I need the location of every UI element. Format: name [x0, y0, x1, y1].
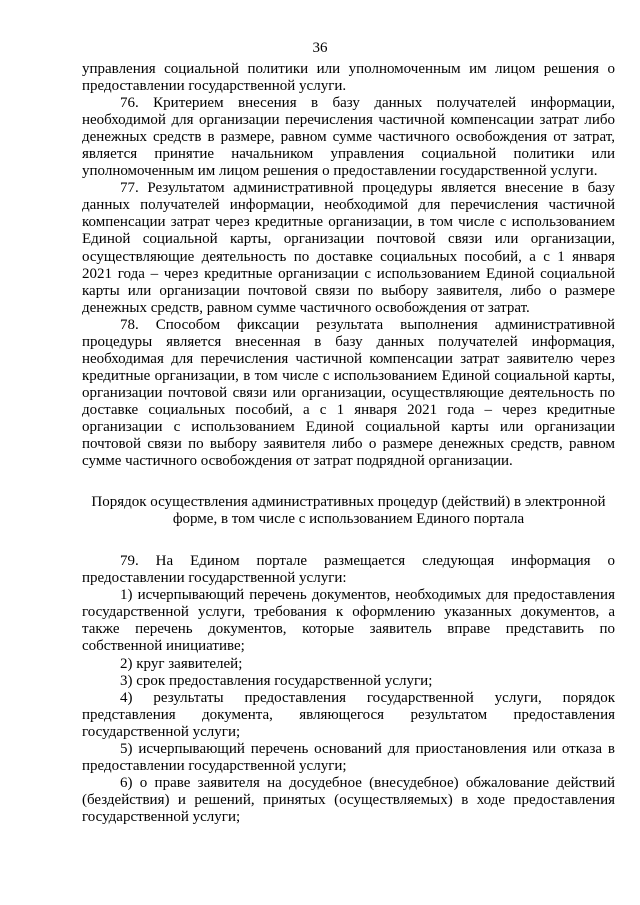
paragraph-76: 76. Критерием внесения в базу данных получателей информации, необходимой для организации перечисления частичной компенсации затрат либо денежных средств в размере, равном сумме частичного освобождения от затрат, является принятие начальником управления социальной политики или уполномоченным им лицом решения о предоставлении государственной услуги.	[82, 95, 615, 180]
paragraph-77: 77. Результатом административной процедуры является внесение в базу данных получателей информации, необходимой для перечисления частичной компенсации затрат через кредитные организации, в том числе с использованием Единой социальной карты, организации почтовой связи или организации, осуществляющие деятельность по доставке социальных пособий, а с 1 января 2021 года – через кредитные организации с использованием Единой социальной карты или организации почтовой связи по выбору заявителя, либо о размере денежных средств, равном сумме частичного освобождения от затрат.	[82, 180, 615, 316]
list-item-5: 5) исчерпывающий перечень оснований для приостановления или отказа в предоставлении государственной услуги;	[82, 740, 615, 774]
list-item-3: 3) срок предоставления государственной услуги;	[120, 672, 433, 689]
document-body	[82, 61, 615, 826]
section-heading: Порядок осуществления административных процедур (действий) в электронной форме, в том числе с использованием Единого портала	[91, 494, 606, 528]
list-item-6: 6) о праве заявителя на досудебное (внесудебное) обжалование действий (бездействия) и решений, принятых (осуществляемых) в ходе предоставления государственной услуги;	[82, 774, 615, 825]
paragraph-continuation: управления социальной политики или уполномоченным им лицом решения о предоставлении государственной услуги.	[82, 61, 615, 95]
list-item-4: 4) результаты предоставления государственной услуги, порядок представления документа, являющегося результатом предоставления государственной услуги;	[82, 689, 615, 740]
list-item-1: 1) исчерпывающий перечень документов, необходимых для предоставления государственной услуги, требования к оформлению указанных документов, а также перечень документов, которые заявитель вправе представить по собственной инициативе;	[82, 587, 615, 655]
page-number: 36	[312, 40, 328, 56]
list-item-2: 2) круг заявителей;	[120, 655, 243, 672]
paragraph-78: 78. Способом фиксации результата выполнения административной процедуры является внесенная в базу данных получателей информация, необходимая для перечисления частичной компенсации затрат заявителю через кредитные организации, в том числе с использованием Единой социальной карты, организации почтовой связи или организации, осуществляющие деятельность по доставке социальных пособий, а с 1 января 2021 года – через кредитные организации с использованием Единой социальной карты или организации почтовой связи по выбору заявителя либо о размере денежных средств, равном сумме частичного освобождения от затрат подрядной организации.	[82, 316, 615, 470]
paragraph-79: 79. На Едином портале размещается следующая информация о предоставлении государственной услуги:	[82, 553, 615, 587]
